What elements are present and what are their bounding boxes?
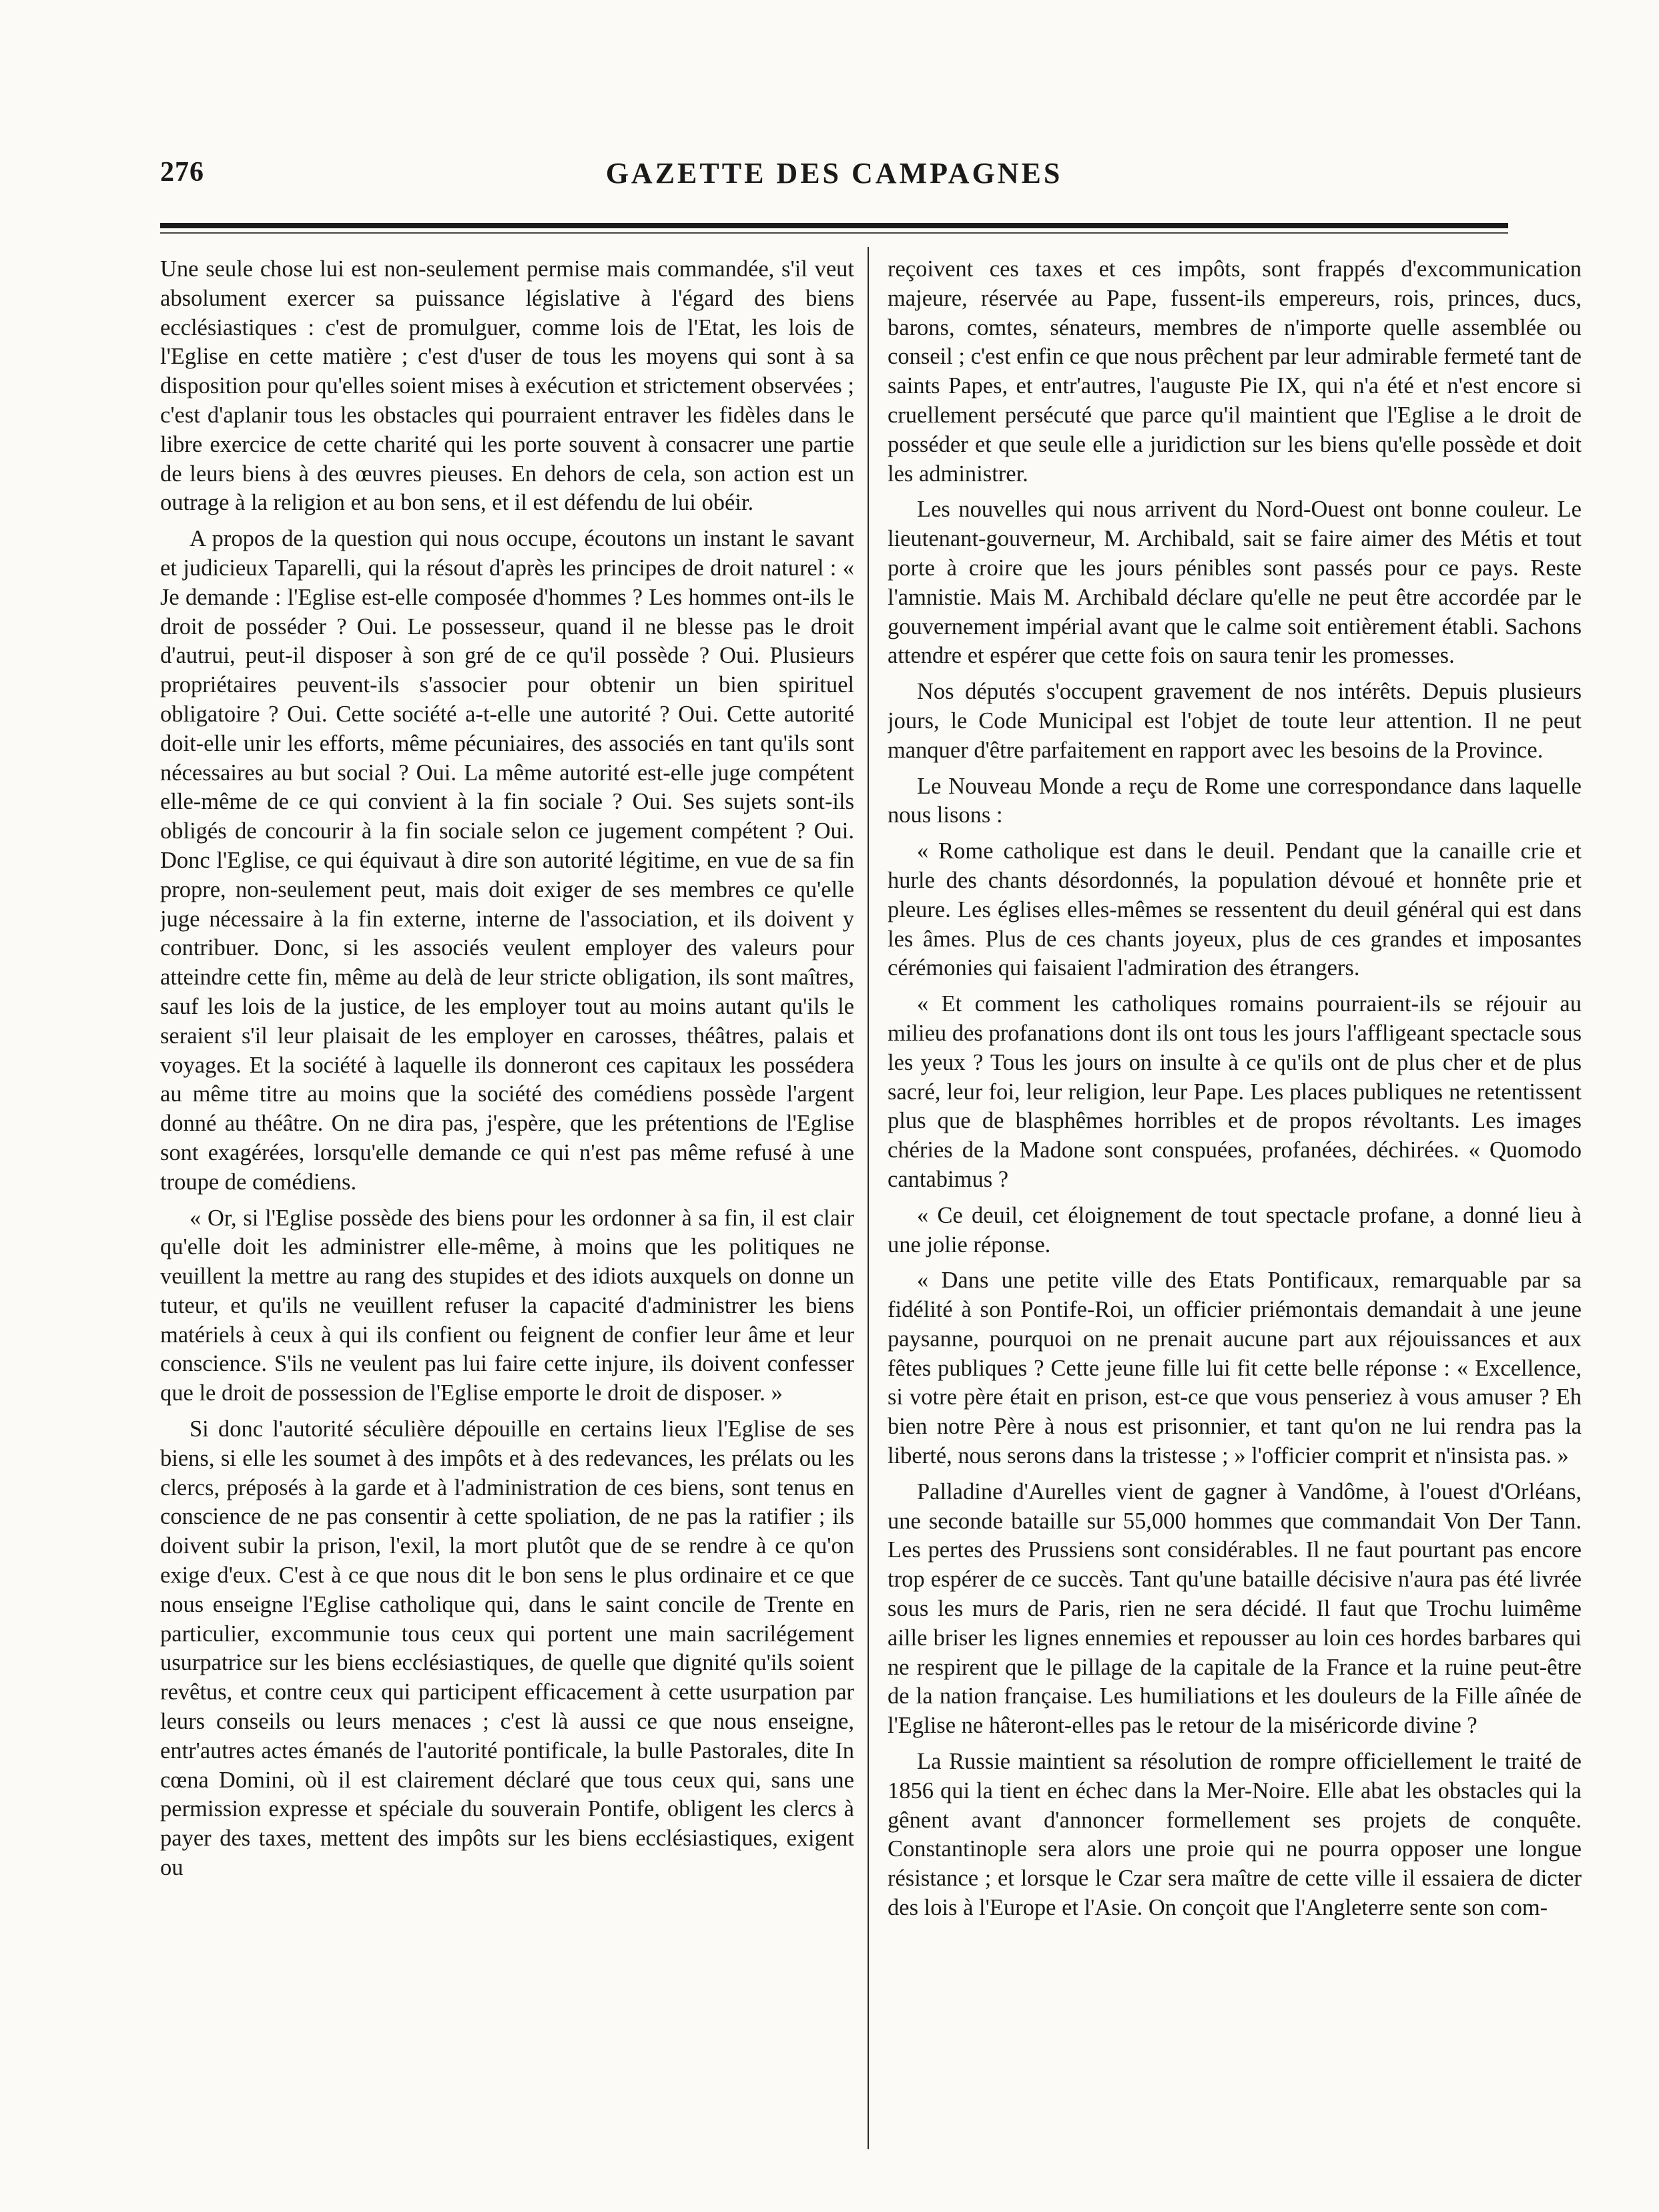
- paragraph: Palladine d'Aurelles vient de gagner à Vandôme, à l'ouest d'Orléans, une seconde bataille sur 55,000 hommes que commandait Von Der Tann. Les pertes des Prussiens sont considérables. Il ne faut pourtant pas encore trop espérer de ce succès. Tant qu'une bataille décisive n'aura pas été livrée sous les murs de Paris, rien ne sera décidé. Il faut que Trochu luimême aille briser les lignes ennemies et repousser au loin ces hordes barbares qui ne respirent que le pillage de la capitale de la France et la ruine peut-être de la nation française. Les humiliations et les douleurs de la Fille aînée de l'Eglise ne hâteront-elles pas le retour de la miséricorde divine ?: [888, 1478, 1582, 1739]
- column-divider: [868, 247, 869, 2149]
- paragraph: Nos députés s'occupent gravement de nos intérêts. Depuis plusieurs jours, le Code Municipal est l'objet de toute leur attention. Il ne peut manquer d'être parfaitement en rapport avec les besoins de la Province.: [888, 679, 1582, 763]
- paragraph: Le Nouveau Monde a reçu de Rome une correspondance dans laquelle nous lisons :: [888, 773, 1582, 828]
- newspaper-title: GAZETTE DES CAMPAGNES: [605, 157, 1063, 190]
- paragraph: « Dans une petite ville des Etats Pontificaux, remarquable par sa fidélité à son Pontife-Roi, un officier priémontais demandait à une jeune paysanne, pourquoi on ne prenait aucune part aux réjouissances et aux fêtes publiques ? Cette jeune fille lui fit cette belle réponse : « Excellence, si votre père était en prison, est-ce que vous penseriez à vous amuser ? Eh bien notre Père à nous est prisonnier, et tant qu'on ne lui rendra pas la liberté, nous serons dans la tristesse ; » l'officier comprit et n'insista pas. »: [888, 1268, 1582, 1469]
- left-column: [160, 255, 854, 2124]
- paragraph: Si donc l'autorité séculière dépouille en certains lieux l'Eglise de ses biens, si elle les soumet à des impôts et à des redevances, les prélats ou les clercs, préposés à la garde et à l'administration de ces biens, sont tenus en conscience de ne pas consentir à cette spoliation, de ne pas la ratifier ; ils doivent subir la prison, l'exil, la mort plutôt que de se rendre à ce qu'on exige d'eux. C'est à ce que nous dit le bon sens le plus ordinaire et ce que nous enseigne l'Eglise catholique qui, dans le saint concile de Trente en particulier, excommunie tous ceux qui portent une main sacrilégement usurpatrice sur les biens ecclésiastiques, de quelle que dignité qu'ils soient revêtus, et contre ceux qui participent efficacement à cette usurpation par leurs conseils ou leurs menaces ; c'est là aussi ce que nous enseigne, entr'autres actes émanés de l'autorité pontificale, la bulle Pastorales, dite In cœna Domini, où il est clairement déclaré que tous ceux qui, sans une permission expresse et spéciale du souverain Pontife, obligent les clercs à payer des taxes, mettent des impôts sur les biens ecclésiastiques, exigent ou: [160, 1416, 854, 1881]
- page-header: [160, 156, 1508, 196]
- header-rule-thin: [160, 232, 1508, 234]
- page-number: 276: [160, 157, 204, 188]
- paragraph: Une seule chose lui est non-seulement permise mais commandée, s'il veut absolument exercer sa puissance législative à l'égard des biens ecclésiastiques : c'est de promulguer, comme lois de l'Etat, les lois de l'Eglise en cette matière ; c'est d'user de tous les moyens qui sont à sa disposition pour qu'elles soient mises à exécution et strictement observées ; c'est d'aplanir tous les obstacles qui pourraient entraver les fidèles dans le libre exercice de cette charité qui les porte souvent à consacrer une partie de leurs biens à des œuvres pieuses. En dehors de cela, son action est un outrage à la religion et au bon sens, et il est défendu de lui obéir.: [160, 256, 854, 516]
- paragraph: A propos de la question qui nous occupe, écoutons un instant le savant et judicieux Taparelli, qui la résout d'après les principes de droit naturel : « Je demande : l'Eglise est-elle composée d'hommes ? Les hommes ont-ils le droit de posséder ? Oui. Le possesseur, quand il ne blesse pas le droit d'autrui, peut-il disposer à son gré de ce qu'il possède ? Oui. Plusieurs propriétaires peuvent-ils s'associer pour obtenir un bien spirituel obligatoire ? Oui. Cette société a-t-elle une autorité ? Oui. Cette autorité doit-elle unir les efforts, même pécuniaires, des associés en tant qu'ils sont nécessaires au but social ? Oui. La même autorité est-elle juge compétent elle-même de ce qui convient à la fin sociale ? Oui. Ses sujets sont-ils obligés de concourir à la fin sociale selon ce jugement compétent ? Oui. Donc l'Eglise, ce qui équivaut à dire son autorité légitime, en vue de sa fin propre, non-seulement peut, mais doit exiger de ses membres ce qu'elle juge nécessaire à la fin externe, interne de l'association, et ils doivent y contribuer. Donc, si les associés veulent employer des valeurs pour atteindre cette fin, même au delà de leur stricte obligation, ils sont maîtres, sauf les lois de la justice, de les employer tout au moins autant qu'ils le seraient s'il leur plaisait de les employer en carosses, théâtres, palais et voyages. Et la société à laquelle ils donneront ces capitaux les possédera au même titre au moins que la société des comédiens possède l'argent donné au théâtre. On ne dira pas, j'espère, que les prétentions de l'Eglise sont exagérées, lorsqu'elle demande ce qui n'est pas même refusé à une troupe de comédiens.: [160, 526, 854, 1195]
- paragraph: La Russie maintient sa résolution de rompre officiellement le traité de 1856 qui la tient en échec dans la Mer-Noire. Elle abat les obstacles qui la gênent avant d'annoncer formellement ses projets de conquête. Constantinople sera alors une proie qui ne pourra opposer une longue résistance ; et lorsque le Czar sera maître de cette ville il essaiera de dicter des lois à l'Europe et l'Asie. On conçoit que l'Angleterre sente son com-: [888, 1749, 1582, 1921]
- paragraph: reçoivent ces taxes et ces impôts, sont frappés d'excommunication majeure, réservée au Pape, fussent-ils empereurs, rois, princes, ducs, barons, comtes, sénateurs, membres de n'importe quelle assemblée ou conseil ; c'est enfin ce que nous prêchent par leur admirable fermeté tant de saints Papes, et entr'autres, l'auguste Pie IX, qui n'a été et n'est encore si cruellement persécuté que parce qu'il maintient que l'Eglise a le droit de posséder et que seule elle a juridiction sur les biens qu'elle possède et doit les administrer.: [888, 256, 1582, 487]
- right-column: [888, 255, 1582, 2124]
- paragraph: « Rome catholique est dans le deuil. Pendant que la canaille crie et hurle des chants désordonnés, la population dévoué et honnête prie et pleure. Les églises elles-mêmes se ressentent du deuil général qui est dans les âmes. Plus de ces chants joyeux, plus de ces grandes et imposantes cérémonies qui faisaient l'admiration des étrangers.: [888, 838, 1582, 981]
- paragraph: Les nouvelles qui nous arrivent du Nord-Ouest ont bonne couleur. Le lieutenant-gouverneur, M. Archibald, sait se faire aimer des Métis et tout porte à croire que les jours pénibles sont passés pour ce pays. Reste l'amnistie. Mais M. Archibald déclare qu'elle ne peut être accordée par le gouvernement impérial avant que le calme soit entièrement établi. Sachons attendre et espérer que cette fois on saura tenir les promesses.: [888, 497, 1582, 669]
- header-rule: [160, 223, 1508, 228]
- paragraph: « Or, si l'Eglise possède des biens pour les ordonner à sa fin, il est clair qu'elle doit les administrer elle-même, à moins que les politiques ne veuillent la mettre au rang des stupides et des idiots auxquels on donne un tuteur, et qu'ils ne veuillent refuser la capacité d'administrer les biens matériels à ceux à qui ils confient ou feignent de confier leur âme et leur conscience. S'ils ne veulent pas lui faire cette injure, ils doivent confesser que le droit de possession de l'Eglise emporte le droit de disposer. »: [160, 1205, 854, 1406]
- paragraph: « Et comment les catholiques romains pourraient-ils se réjouir au milieu des profanations dont ils ont tous les jours l'affligeant spectacle sous les yeux ? Tous les jours on insulte à ce qu'ils ont de plus cher et de plus sacré, leur foi, leur religion, leur Pape. Les places publiques ne retentissent plus que de blasphêmes horribles et de propos révoltants. Les images chéries de la Madone sont conspuées, profanées, déchirées. « Quomodo cantabimus ?: [888, 991, 1582, 1192]
- paragraph: « Ce deuil, cet éloignement de tout spectacle profane, a donné lieu à une jolie réponse.: [888, 1202, 1582, 1258]
